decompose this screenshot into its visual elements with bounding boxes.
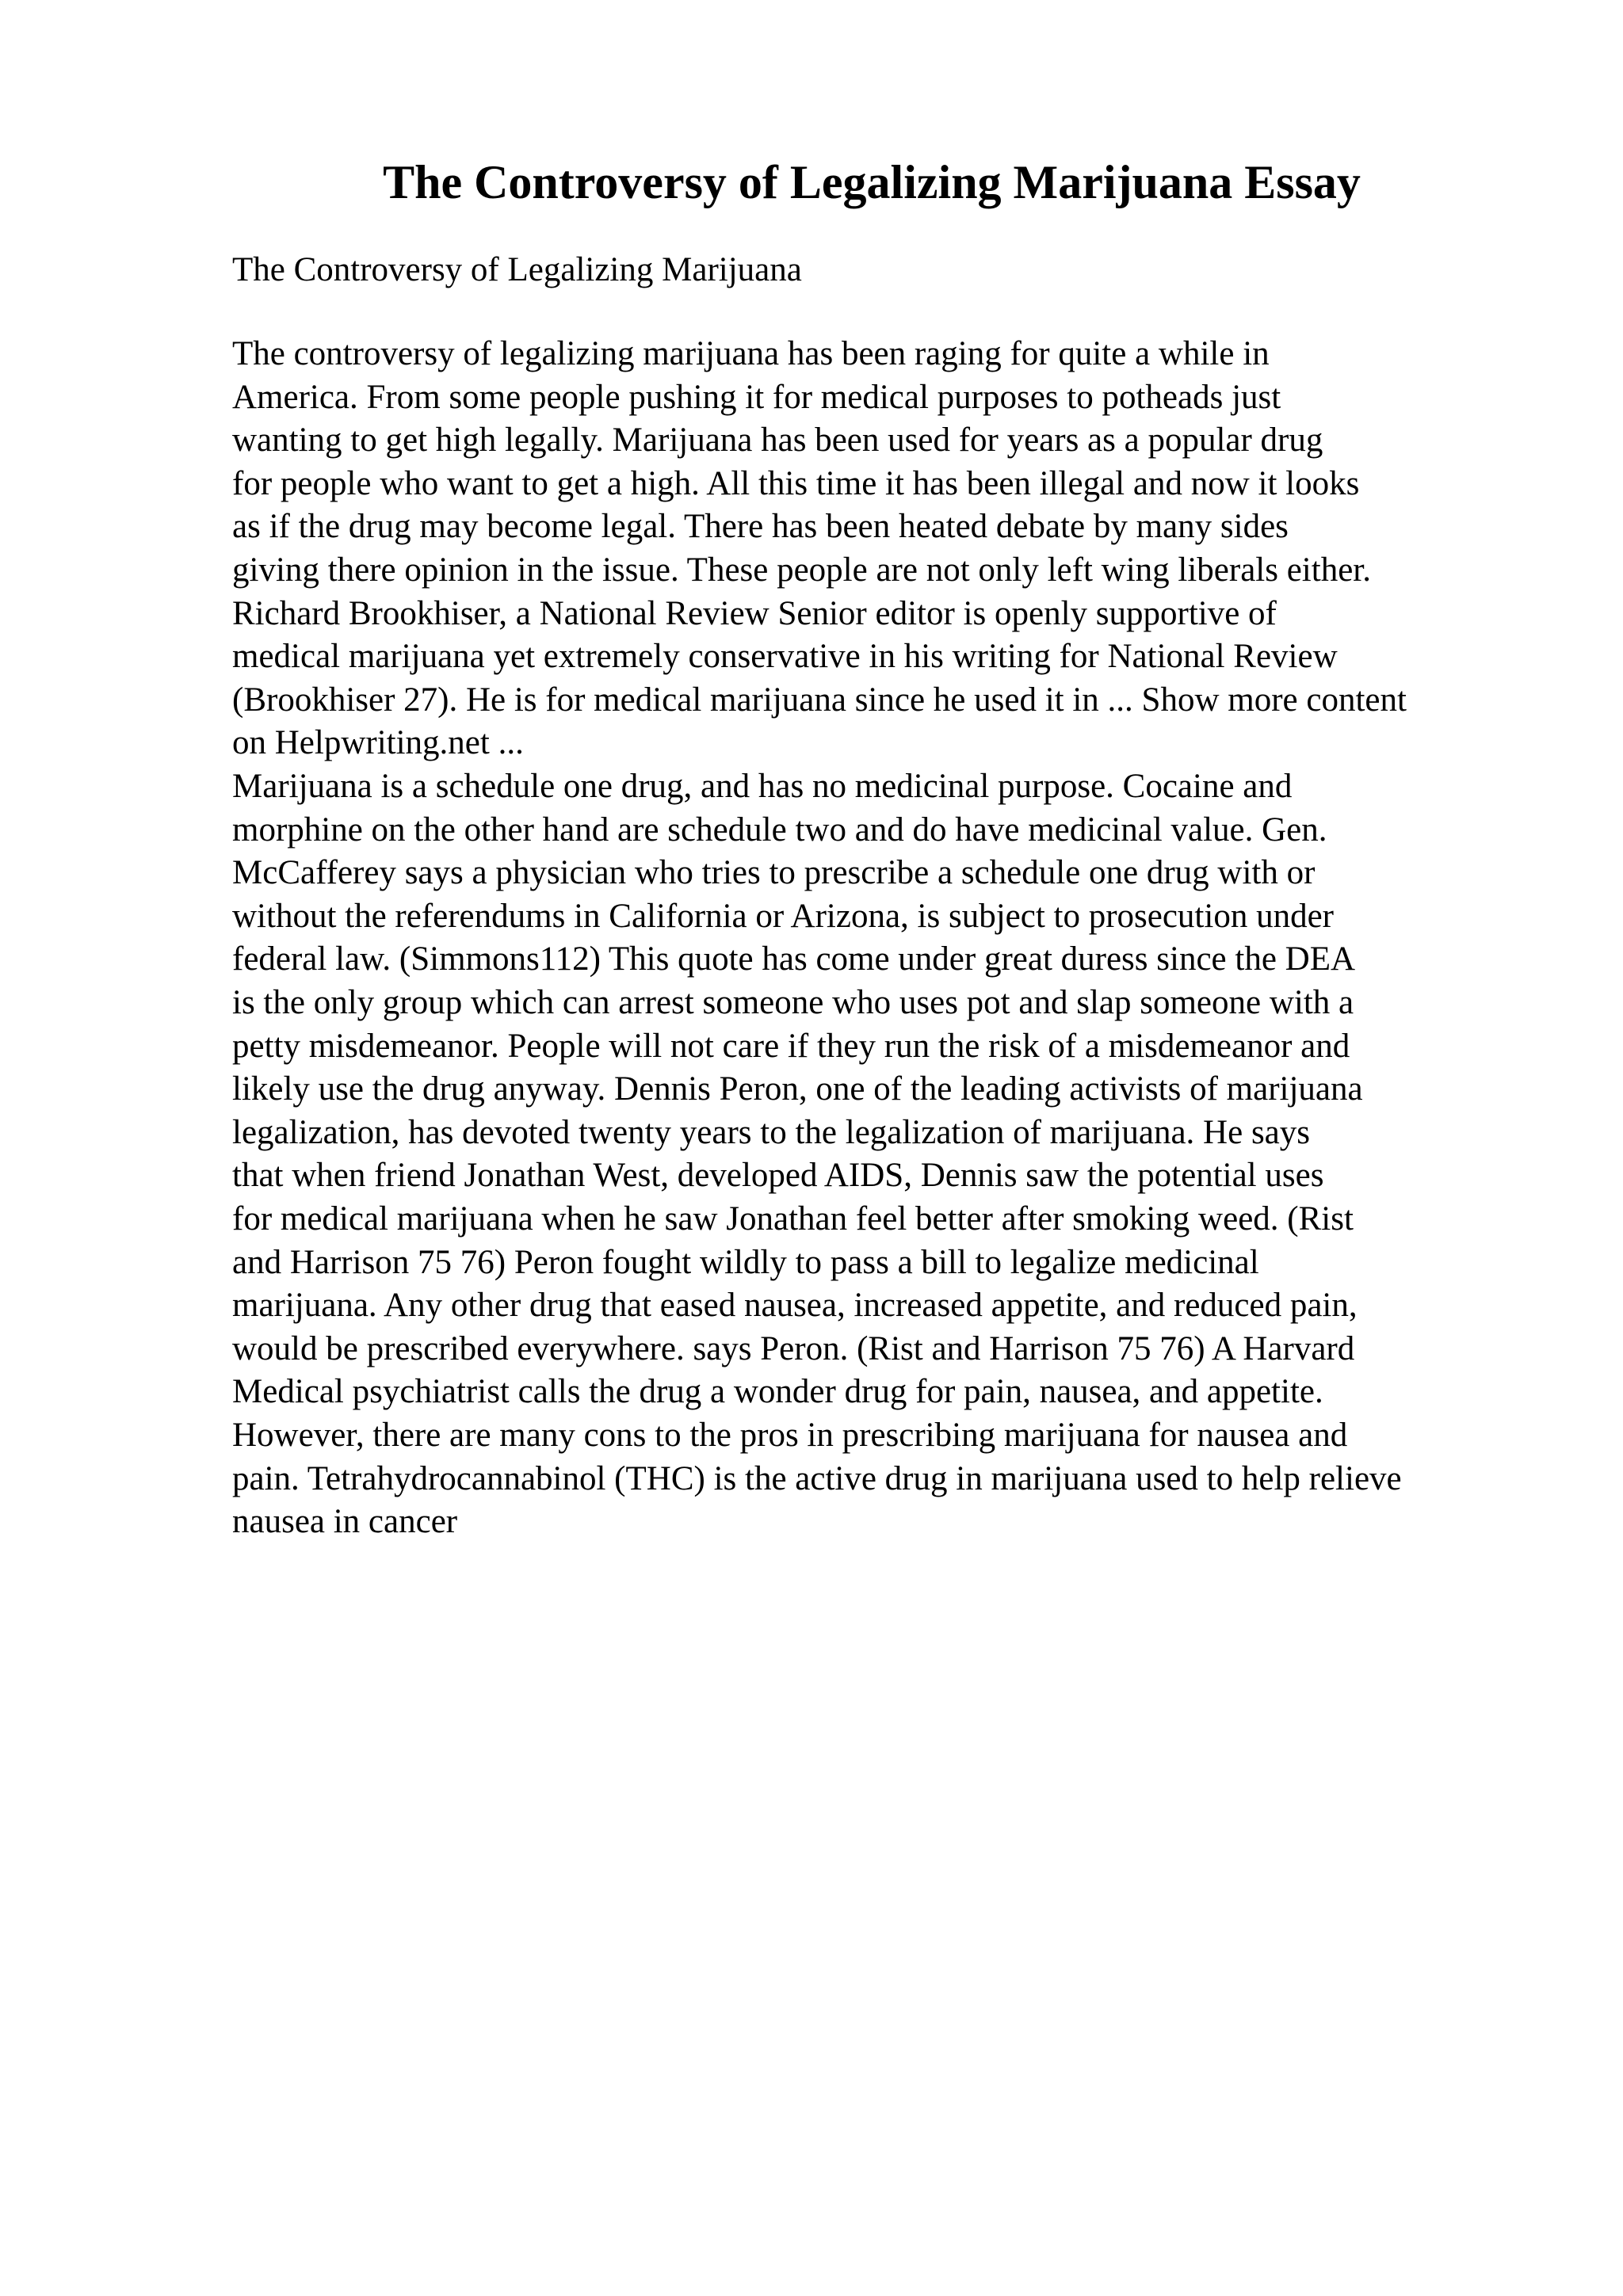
paragraph-line: marijuana. Any other drug that eased nausea, increased appetite, and reduced pain, xyxy=(232,1287,1358,1325)
paragraph-line: However, there are many cons to the pros in prescribing marijuana for nausea and xyxy=(232,1416,1348,1454)
paragraph-line: Marijuana is a schedule one drug, and has no medicinal purpose. Cocaine and xyxy=(232,768,1293,805)
paragraph-line: is the only group which can arrest someone who uses pot and slap someone with a xyxy=(232,983,1354,1021)
document-title: The Controversy of Legalizing Marijuana Essay xyxy=(383,156,1361,208)
paragraph-line: that when friend Jonathan West, developed AIDS, Dennis saw the potential uses xyxy=(232,1157,1324,1195)
paragraph-line: America. From some people pushing it for medical purposes to potheads just xyxy=(232,378,1281,416)
paragraph-line: on Helpwriting.net ... xyxy=(232,724,524,762)
paragraph-line: petty misdemeanor. People will not care if they run the risk of a misdemeanor and xyxy=(232,1027,1350,1065)
paragraph-line: likely use the drug anyway. Dennis Peron, one of the leading activists of marijuana xyxy=(232,1070,1363,1108)
paragraph-line: wanting to get high legally. Marijuana has been used for years as a popular drug xyxy=(232,421,1323,460)
paragraph-line: giving there opinion in the issue. These people are not only left wing liberals either. xyxy=(232,551,1371,589)
paragraph-line: would be prescribed everywhere. says Peron. (Rist and Harrison 75 76) A Harvard xyxy=(232,1329,1355,1367)
paragraph-line: for people who want to get a high. All this time it has been illegal and now it looks xyxy=(232,464,1360,502)
paragraph-line: nausea in cancer xyxy=(232,1503,458,1541)
title-container xyxy=(0,151,1623,214)
paragraph-line: pain. Tetrahydrocannabinol (THC) is the active drug in marijuana used to help relieve xyxy=(232,1459,1402,1497)
paragraph-1 xyxy=(232,333,1407,765)
paragraph-line: morphine on the other hand are schedule two and do have medicinal value. Gen. xyxy=(232,810,1327,849)
paragraph-line: The controversy of legalizing marijuana has been raging for quite a while in xyxy=(232,335,1270,372)
paragraph-line: McCafferey says a physician who tries to prescribe a schedule one drug with or xyxy=(232,854,1316,892)
paragraph-line: federal law. (Simmons112) This quote has come under great duress since the DEA xyxy=(232,940,1356,978)
paragraph-line: as if the drug may become legal. There has been heated debate by many sides xyxy=(232,508,1289,546)
paragraph-2 xyxy=(232,765,1402,1544)
paragraph-line: (Brookhiser 27). He is for medical marijuana since he used it in ... Show more content xyxy=(232,681,1407,719)
paragraph-line: Richard Brookhiser, a National Review Senior editor is openly supportive of xyxy=(232,594,1277,632)
paragraph-line: for medical marijuana when he saw Jonathan feel better after smoking weed. (Rist xyxy=(232,1199,1354,1238)
paragraph-line: medical marijuana yet extremely conservative in his writing for National Review xyxy=(232,638,1338,676)
paragraph-line: without the referendums in California or Arizona, is subject to prosecution under xyxy=(232,897,1334,935)
paragraph-line: and Harrison 75 76) Peron fought wildly to pass a bill to legalize medicinal xyxy=(232,1243,1259,1281)
paragraph-line: legalization, has devoted twenty years to the legalization of marijuana. He says xyxy=(232,1113,1311,1151)
paragraph-line: Medical psychiatrist calls the drug a wonder drug for pain, nausea, and appetite. xyxy=(232,1373,1323,1411)
document-subtitle: The Controversy of Legalizing Marijuana xyxy=(232,251,802,288)
